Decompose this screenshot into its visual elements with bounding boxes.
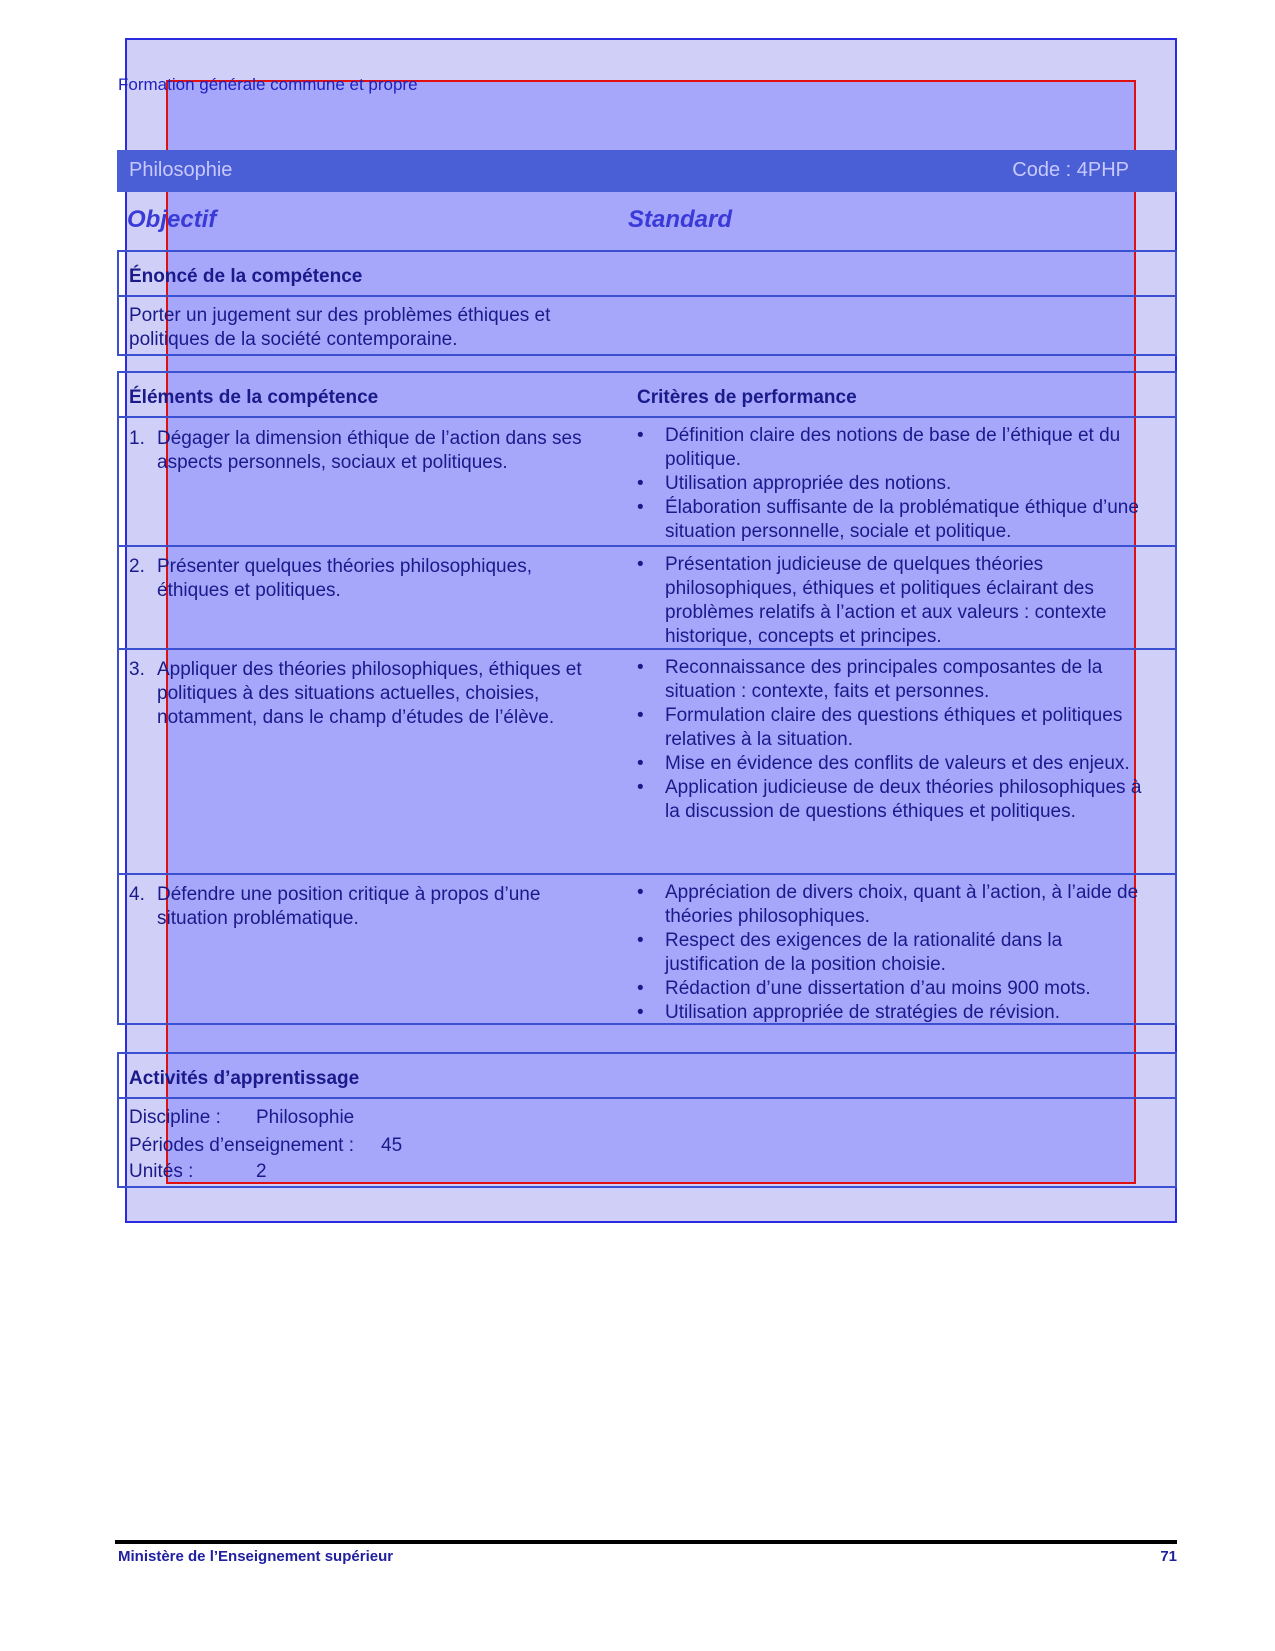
divider bbox=[119, 545, 1175, 547]
element-row-4 bbox=[129, 883, 599, 931]
criteria-list-2 bbox=[637, 553, 1153, 649]
element-text: Présenter quelques théories philosophiques, éthiques et politiques. bbox=[157, 556, 532, 601]
element-row-1 bbox=[129, 427, 599, 475]
criterion-item: • Mise en évidence des conflits de valeurs et des enjeux. bbox=[637, 753, 1130, 774]
course-bar bbox=[117, 150, 1177, 192]
element-number: 4. bbox=[129, 884, 145, 905]
periods-value: 45 bbox=[381, 1135, 403, 1156]
criterion-item: • Application judicieuse de deux théories philosophiques à la discussion de questions éthiques et politiques. bbox=[637, 777, 1142, 822]
criterion-item: • Rédaction d’une dissertation d’au moins 900 mots. bbox=[637, 978, 1091, 999]
bullet-icon: • bbox=[637, 1002, 644, 1023]
objective-heading: Objectif bbox=[127, 206, 217, 233]
activities-box bbox=[117, 1052, 1177, 1188]
divider bbox=[119, 873, 1175, 875]
criterion-item: • Respect des exigences de la rationalité dans la justification de la position choisie. bbox=[637, 930, 1063, 975]
discipline-label: Discipline : bbox=[129, 1107, 221, 1128]
divider bbox=[119, 648, 1175, 650]
element-text: Défendre une position critique à propos d’une situation problématique. bbox=[157, 884, 541, 929]
criterion-item: • Formulation claire des questions éthiques et politiques relatives à la situation. bbox=[637, 705, 1123, 750]
competence-box bbox=[117, 250, 1177, 356]
page-number: 71 bbox=[1160, 1548, 1177, 1565]
element-number: 3. bbox=[129, 659, 145, 680]
course-code: Code : 4PHP bbox=[1012, 159, 1129, 181]
criteria-list-4 bbox=[637, 881, 1153, 1025]
competence-heading: Énoncé de la compétence bbox=[129, 266, 363, 287]
element-number: 1. bbox=[129, 428, 145, 449]
bullet-icon: • bbox=[637, 777, 644, 798]
element-row-3 bbox=[129, 658, 599, 730]
divider bbox=[119, 1097, 1175, 1099]
elements-box bbox=[117, 371, 1177, 1025]
element-number: 2. bbox=[129, 556, 145, 577]
discipline-value: Philosophie bbox=[256, 1107, 355, 1128]
bullet-icon: • bbox=[637, 425, 644, 446]
program-line: Formation générale commune et propre bbox=[118, 75, 418, 94]
bullet-icon: • bbox=[637, 978, 644, 999]
standard-heading: Standard bbox=[628, 206, 733, 233]
bullet-icon: • bbox=[637, 705, 644, 726]
criterion-item: • Reconnaissance des principales composantes de la situation : contexte, faits et personnes. bbox=[637, 657, 1103, 702]
footer-ministry: Ministère de l’Enseignement supérieur bbox=[118, 1548, 394, 1565]
element-text: Dégager la dimension éthique de l’action dans ses aspects personnels, sociaux et politiques. bbox=[157, 428, 582, 473]
bullet-icon: • bbox=[637, 882, 644, 903]
criterion-item: • Présentation judicieuse de quelques théories philosophiques, éthiques et politiques éclairant des problèmes relatifs à l’action et aux valeurs : contexte historique, concepts et principes. bbox=[637, 554, 1107, 647]
footer-rule bbox=[115, 1540, 1177, 1544]
bullet-icon: • bbox=[637, 473, 644, 494]
bullet-icon: • bbox=[637, 753, 644, 774]
criterion-item: • Utilisation appropriée de stratégies de révision. bbox=[637, 1002, 1060, 1023]
competence-statement: Porter un jugement sur des problèmes éthiques et politiques de la société contemporaine. bbox=[129, 305, 551, 350]
element-text: Appliquer des théories philosophiques, éthiques et politiques à des situations actuelles, choisies, notamment, dans le champ d’études de l’élève. bbox=[157, 659, 582, 728]
criteria-list-1 bbox=[637, 424, 1153, 544]
units-value: 2 bbox=[256, 1161, 267, 1182]
criterion-item: • Définition claire des notions de base de l’éthique et du politique. bbox=[637, 425, 1121, 470]
course-title: Philosophie bbox=[129, 159, 233, 181]
criteria-list-3 bbox=[637, 656, 1153, 824]
bullet-icon: • bbox=[637, 554, 644, 575]
criterion-item: • Élaboration suffisante de la problématique éthique d’une situation personnelle, sociale et politique. bbox=[637, 497, 1139, 542]
element-row-2 bbox=[129, 555, 599, 603]
elements-heading: Éléments de la compétence bbox=[129, 387, 379, 408]
bullet-icon: • bbox=[637, 657, 644, 678]
criterion-item: • Appréciation de divers choix, quant à l’action, à l’aide de théories philosophiques. bbox=[637, 882, 1139, 927]
divider bbox=[119, 416, 1175, 418]
criteria-heading: Critères de performance bbox=[637, 387, 857, 408]
bullet-icon: • bbox=[637, 497, 644, 518]
bullet-icon: • bbox=[637, 930, 644, 951]
divider bbox=[119, 295, 1175, 297]
periods-label: Périodes d’enseignement : bbox=[129, 1135, 354, 1156]
criterion-item: • Utilisation appropriée des notions. bbox=[637, 473, 952, 494]
units-label: Unités : bbox=[129, 1161, 194, 1182]
activities-heading: Activités d’apprentissage bbox=[129, 1068, 360, 1089]
